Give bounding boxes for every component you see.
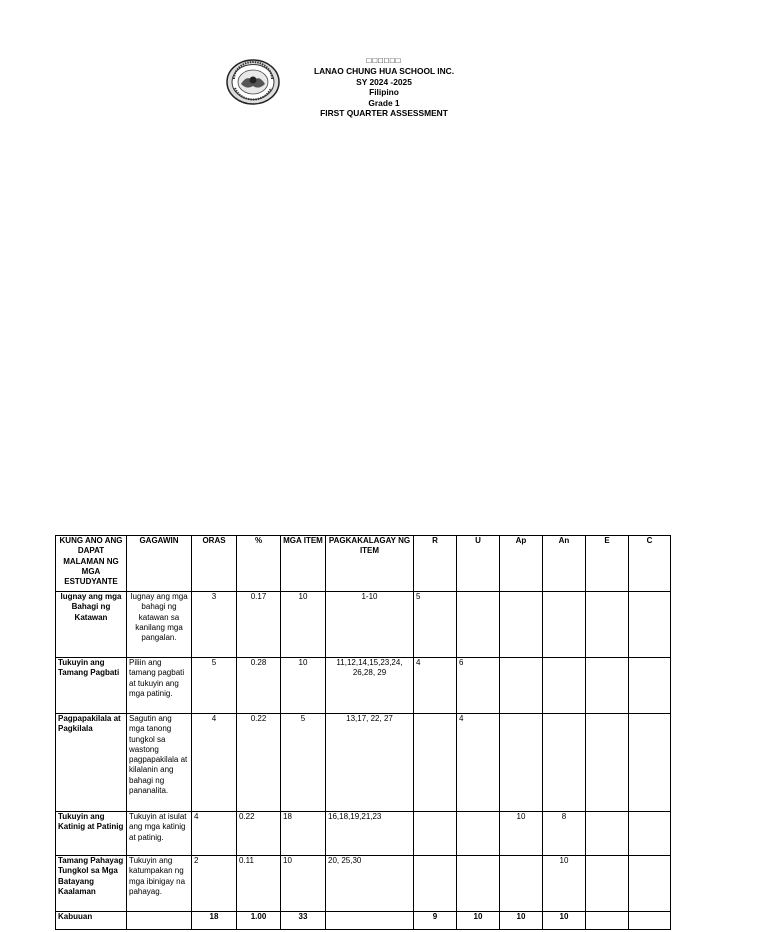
header-items: MGA ITEM — [281, 536, 326, 592]
header-u: U — [457, 536, 500, 592]
an-cell — [543, 714, 586, 812]
placement-cell: 11,12,14,15,23,24, 26,28, 29 — [326, 658, 414, 714]
c-cell — [629, 658, 671, 714]
assessment-title: FIRST QUARTER ASSESSMENT — [320, 108, 448, 119]
e-cell — [586, 812, 629, 856]
table-row — [56, 714, 671, 812]
header-hours: ORAS — [192, 536, 237, 592]
placement-cell: 20, 25,30 — [326, 856, 414, 912]
e-cell — [586, 856, 629, 912]
hours-cell: 5 — [192, 658, 237, 714]
total-c — [629, 912, 671, 930]
table-header-row — [56, 536, 671, 592]
task-cell: Tukuyin ang katumpakan ng mga ibinigay na pahayag. — [127, 856, 192, 912]
u-cell — [457, 812, 500, 856]
topic-cell: Tamang Pahayag Tungkol sa Mga Batayang Kaalaman — [56, 856, 127, 912]
percent-cell: 0.28 — [237, 658, 281, 714]
an-cell: 10 — [543, 856, 586, 912]
e-cell — [586, 592, 629, 658]
total-label: Kabuuan — [56, 912, 127, 930]
ap-cell — [500, 856, 543, 912]
r-cell: 4 — [414, 658, 457, 714]
chinese-school-name: □□□□□□ — [366, 56, 402, 65]
table-row — [56, 658, 671, 714]
total-an: 10 — [543, 912, 586, 930]
total-task — [127, 912, 192, 930]
r-cell — [414, 812, 457, 856]
hours-cell: 2 — [192, 856, 237, 912]
an-cell: 8 — [543, 812, 586, 856]
u-cell — [457, 856, 500, 912]
ap-cell: 10 — [500, 812, 543, 856]
ap-cell — [500, 714, 543, 812]
topic-cell: Tukuyin ang Tamang Pagbati — [56, 658, 127, 714]
topic-cell: Iugnay ang mga Bahagi ng Katawan — [56, 592, 127, 658]
table-row — [56, 812, 671, 856]
header-task: GAGAWIN — [127, 536, 192, 592]
table-row — [56, 592, 671, 658]
percent-cell: 0.22 — [237, 812, 281, 856]
items-cell: 10 — [281, 592, 326, 658]
u-cell: 6 — [457, 658, 500, 714]
r-cell: 5 — [414, 592, 457, 658]
total-items: 33 — [281, 912, 326, 930]
u-cell — [457, 592, 500, 658]
header-percent: % — [237, 536, 281, 592]
total-ap: 10 — [500, 912, 543, 930]
placement-cell: 16,18,19,21,23 — [326, 812, 414, 856]
total-u: 10 — [457, 912, 500, 930]
placement-cell: 13,17, 22, 27 — [326, 714, 414, 812]
c-cell — [629, 812, 671, 856]
table-row — [56, 856, 671, 912]
grade-level: Grade 1 — [368, 97, 400, 108]
total-row — [56, 912, 671, 930]
header-placement: PAGKAKALAGAY NG ITEM — [326, 536, 414, 592]
placement-cell: 1-10 — [326, 592, 414, 658]
hours-cell: 3 — [192, 592, 237, 658]
header-topic: KUNG ANO ANG DAPAT MALAMAN NG MGA ESTUDYANTE — [56, 536, 127, 592]
task-cell: Iugnay ang mga bahagi ng katawan sa kanilang mga pangalan. — [127, 592, 192, 658]
hours-cell: 4 — [192, 714, 237, 812]
total-e — [586, 912, 629, 930]
topic-cell: Tukuyin ang Katinig at Patinig — [56, 812, 127, 856]
school-seal-icon — [226, 59, 280, 105]
header-ap: Ap — [500, 536, 543, 592]
hours-cell: 4 — [192, 812, 237, 856]
topic-cell: Pagpapakilala at Pagkilala — [56, 714, 127, 812]
ap-cell — [500, 658, 543, 714]
task-cell: Tukuyin at isulat ang mga katinig at patinig. — [127, 812, 192, 856]
school-name: LANAO CHUNG HUA SCHOOL INC. — [313, 66, 455, 77]
total-r: 9 — [414, 912, 457, 930]
r-cell — [414, 856, 457, 912]
items-cell: 10 — [281, 658, 326, 714]
items-cell: 18 — [281, 812, 326, 856]
percent-cell: 0.11 — [237, 856, 281, 912]
table-of-specifications — [55, 535, 671, 930]
header-an: An — [543, 536, 586, 592]
an-cell — [543, 592, 586, 658]
c-cell — [629, 856, 671, 912]
e-cell — [586, 658, 629, 714]
header-c: C — [629, 536, 671, 592]
items-cell: 5 — [281, 714, 326, 812]
header-e: E — [586, 536, 629, 592]
document-header — [284, 56, 484, 118]
u-cell: 4 — [457, 714, 500, 812]
task-cell: Sagutin ang mga tanong tungkol sa wastong pagpapakilala at kilalanin ang bahagi ng pananalita. — [127, 714, 192, 812]
e-cell — [586, 714, 629, 812]
items-cell: 10 — [281, 856, 326, 912]
percent-cell: 0.22 — [237, 714, 281, 812]
c-cell — [629, 592, 671, 658]
ap-cell — [500, 592, 543, 658]
subject: Filipino — [369, 87, 399, 98]
total-placement — [326, 912, 414, 930]
an-cell — [543, 658, 586, 714]
c-cell — [629, 714, 671, 812]
percent-cell: 0.17 — [237, 592, 281, 658]
school-year: SY 2024 -2025 — [356, 76, 412, 87]
total-percent: 1.00 — [237, 912, 281, 930]
task-cell: Piliin ang tamang pagbati at tukuyin ang mga patinig. — [127, 658, 192, 714]
r-cell — [414, 714, 457, 812]
total-hours: 18 — [192, 912, 237, 930]
header-r: R — [414, 536, 457, 592]
